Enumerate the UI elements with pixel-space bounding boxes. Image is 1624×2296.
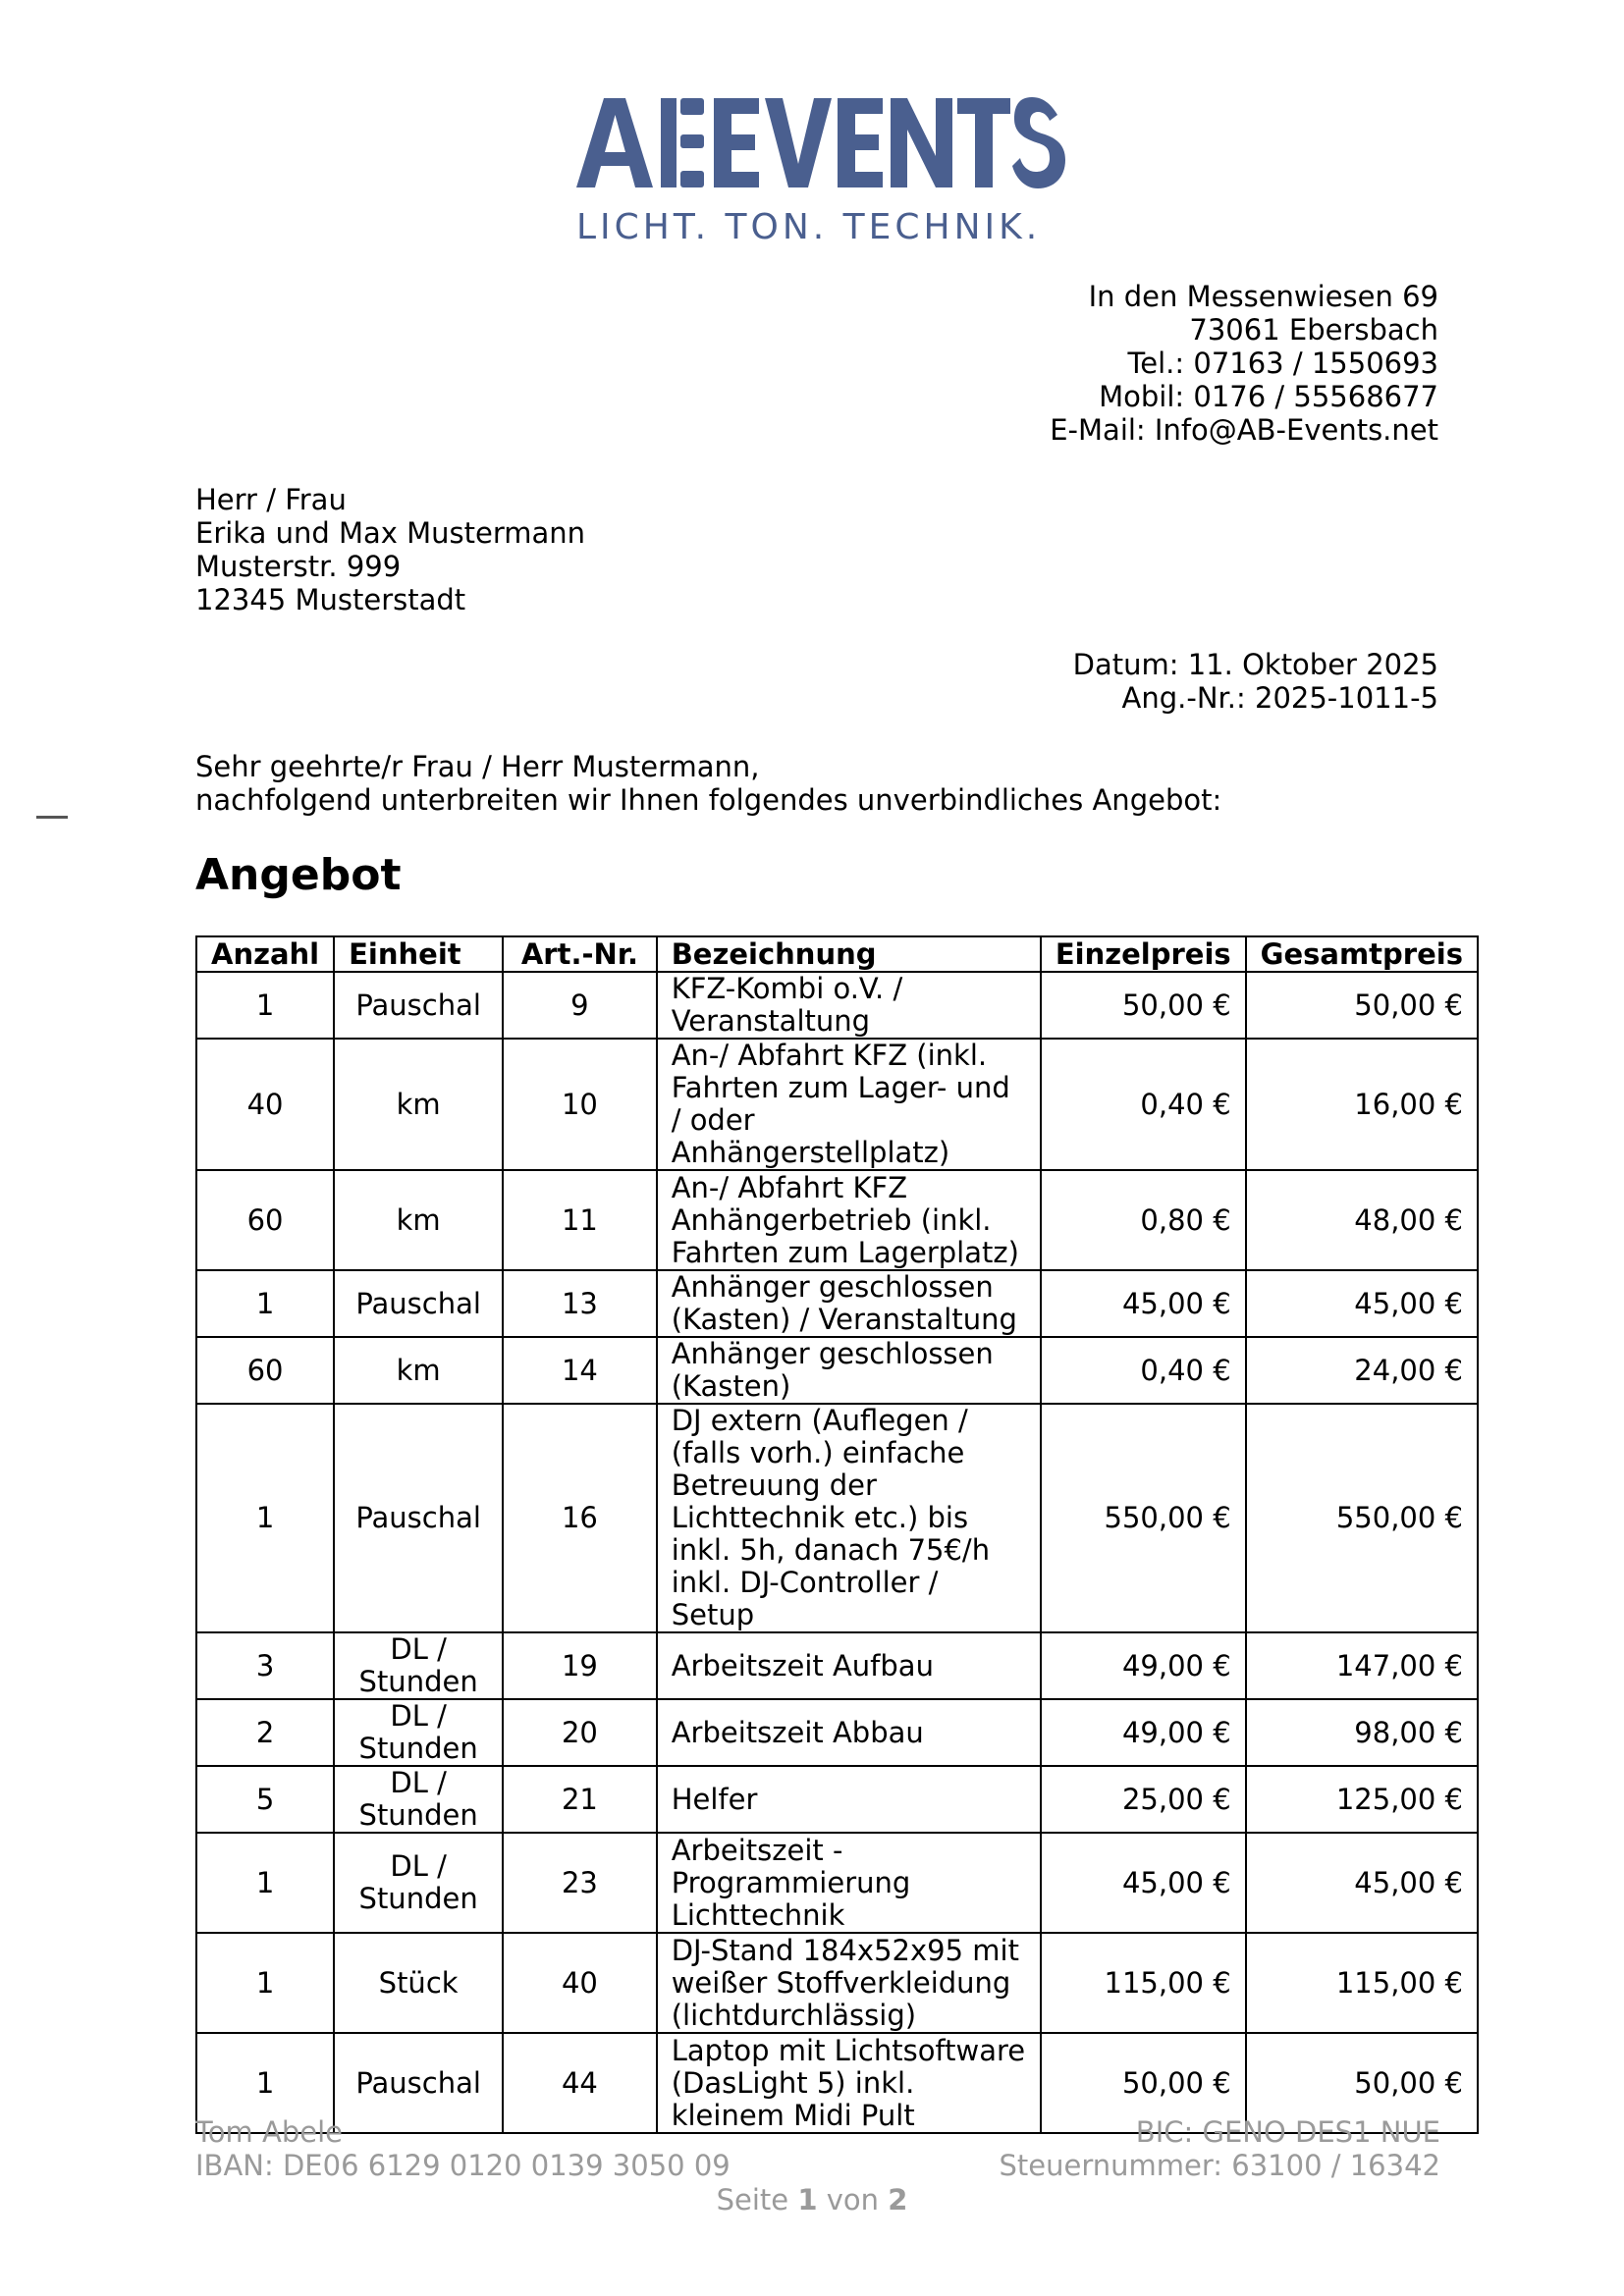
table-row bbox=[196, 1933, 1478, 2033]
document-meta bbox=[1073, 648, 1438, 715]
cell-qty: 1 bbox=[196, 1833, 334, 1933]
cell-qty: 1 bbox=[196, 972, 334, 1039]
sender-phone: Tel.: 07163 / 1550693 bbox=[1127, 347, 1438, 380]
page-number bbox=[0, 2183, 1624, 2216]
cell-unit-price: 45,00 € bbox=[1041, 1270, 1246, 1337]
header-unit-price: Einzelpreis bbox=[1041, 936, 1246, 972]
recipient-salutation: Herr / Frau bbox=[195, 483, 347, 516]
cell-qty: 60 bbox=[196, 1337, 334, 1404]
cell-unit-price: 25,00 € bbox=[1041, 1766, 1246, 1833]
cell-description: Arbeitszeit - Programmierung Lichttechnik bbox=[657, 1833, 1041, 1933]
cell-unit-price: 115,00 € bbox=[1041, 1933, 1246, 2033]
table-row bbox=[196, 1833, 1478, 1933]
cell-unit: Pauschal bbox=[334, 1404, 503, 1632]
header-total-price: Gesamtpreis bbox=[1246, 936, 1478, 972]
table-row bbox=[196, 1170, 1478, 1270]
page-total: 2 bbox=[888, 2183, 908, 2216]
cell-unit-price: 0,80 € bbox=[1041, 1170, 1246, 1270]
cell-total-price: 125,00 € bbox=[1246, 1766, 1478, 1833]
cell-unit-price: 550,00 € bbox=[1041, 1404, 1246, 1632]
cell-art-no: 13 bbox=[503, 1270, 657, 1337]
recipient-address bbox=[195, 483, 585, 616]
footer-tax-number: Steuernummer: 63100 / 16342 bbox=[999, 2149, 1440, 2182]
offer-number: Ang.-Nr.: 2025-1011-5 bbox=[1121, 681, 1438, 715]
company-logo bbox=[574, 93, 1065, 250]
cell-art-no: 23 bbox=[503, 1833, 657, 1933]
page-prefix: Seite bbox=[716, 2183, 789, 2216]
page-current: 1 bbox=[797, 2183, 818, 2216]
cell-unit: DL / Stunden bbox=[334, 1699, 503, 1766]
cell-unit: km bbox=[334, 1039, 503, 1170]
sender-mobile: Mobil: 0176 / 55568677 bbox=[1099, 380, 1438, 413]
logo-graphic bbox=[574, 93, 1065, 250]
recipient-name: Erika und Max Mustermann bbox=[195, 516, 586, 550]
sender-email: E-Mail: Info@AB-Events.net bbox=[1050, 413, 1438, 447]
cell-description: KFZ-Kombi o.V. / Veranstaltung bbox=[657, 972, 1041, 1039]
cell-total-price: 147,00 € bbox=[1246, 1632, 1478, 1699]
cell-qty: 2 bbox=[196, 1699, 334, 1766]
cell-unit-price: 49,00 € bbox=[1041, 1699, 1246, 1766]
footer-bic: BIC: GENO DES1 NUE bbox=[1135, 2115, 1440, 2149]
table-header-row bbox=[196, 936, 1478, 972]
table-row bbox=[196, 1337, 1478, 1404]
cell-total-price: 48,00 € bbox=[1246, 1170, 1478, 1270]
cell-description: Anhänger geschlossen (Kasten) / Veranstaltung bbox=[657, 1270, 1041, 1337]
cell-total-price: 45,00 € bbox=[1246, 1270, 1478, 1337]
recipient-street: Musterstr. 999 bbox=[195, 550, 402, 583]
cell-qty: 1 bbox=[196, 1404, 334, 1632]
table-row bbox=[196, 1766, 1478, 1833]
cell-qty: 40 bbox=[196, 1039, 334, 1170]
cell-art-no: 40 bbox=[503, 1933, 657, 2033]
cell-total-price: 16,00 € bbox=[1246, 1039, 1478, 1170]
cell-total-price: 50,00 € bbox=[1246, 972, 1478, 1039]
cell-total-price: 24,00 € bbox=[1246, 1337, 1478, 1404]
cell-total-price: 45,00 € bbox=[1246, 1833, 1478, 1933]
cell-art-no: 14 bbox=[503, 1337, 657, 1404]
cell-description: Laptop mit Lichtsoftware (DasLight 5) inkl. kleinem Midi Pult bbox=[657, 2033, 1041, 2133]
header-art-no: Art.-Nr. bbox=[503, 936, 657, 972]
footer-left bbox=[195, 2115, 731, 2182]
cell-description: An-/ Abfahrt KFZ Anhängerbetrieb (inkl. Fahrten zum Lagerplatz) bbox=[657, 1170, 1041, 1270]
cell-unit: Stück bbox=[334, 1933, 503, 2033]
cell-qty: 60 bbox=[196, 1170, 334, 1270]
cell-unit: Pauschal bbox=[334, 1270, 503, 1337]
cell-unit-price: 49,00 € bbox=[1041, 1632, 1246, 1699]
table-row bbox=[196, 1404, 1478, 1632]
cell-art-no: 44 bbox=[503, 2033, 657, 2133]
table-row bbox=[196, 1039, 1478, 1170]
cell-qty: 3 bbox=[196, 1632, 334, 1699]
cell-description: Anhänger geschlossen (Kasten) bbox=[657, 1337, 1041, 1404]
sender-city: 73061 Ebersbach bbox=[1189, 313, 1438, 347]
cell-description: Arbeitszeit Aufbau bbox=[657, 1632, 1041, 1699]
cell-unit: Pauschal bbox=[334, 972, 503, 1039]
page-separator: von bbox=[826, 2183, 880, 2216]
cell-description: An-/ Abfahrt KFZ (inkl. Fahrten zum Lager- und / oder Anhängerstellplatz) bbox=[657, 1039, 1041, 1170]
table-row bbox=[196, 1699, 1478, 1766]
cell-unit: DL / Stunden bbox=[334, 1632, 503, 1699]
cell-unit-price: 45,00 € bbox=[1041, 1833, 1246, 1933]
cell-unit: DL / Stunden bbox=[334, 1833, 503, 1933]
cell-unit-price: 0,40 € bbox=[1041, 1337, 1246, 1404]
header-description: Bezeichnung bbox=[657, 936, 1041, 972]
table-row bbox=[196, 1270, 1478, 1337]
table-row bbox=[196, 1632, 1478, 1699]
footer-owner: Tom Abele bbox=[195, 2115, 343, 2149]
cell-qty: 1 bbox=[196, 1933, 334, 2033]
intro-text bbox=[195, 750, 1221, 817]
sender-street: In den Messenwiesen 69 bbox=[1088, 280, 1438, 313]
table-row bbox=[196, 972, 1478, 1039]
cell-total-price: 98,00 € bbox=[1246, 1699, 1478, 1766]
sender-address bbox=[1050, 280, 1438, 447]
cell-art-no: 16 bbox=[503, 1404, 657, 1632]
cell-art-no: 11 bbox=[503, 1170, 657, 1270]
header-unit: Einheit bbox=[334, 936, 503, 972]
header-qty: Anzahl bbox=[196, 936, 334, 972]
footer-iban: IBAN: DE06 6129 0120 0139 3050 09 bbox=[195, 2149, 731, 2182]
cell-unit: km bbox=[334, 1337, 503, 1404]
cell-art-no: 21 bbox=[503, 1766, 657, 1833]
document-date: Datum: 11. Oktober 2025 bbox=[1072, 648, 1438, 681]
offer-table bbox=[195, 935, 1479, 2134]
fold-mark bbox=[36, 816, 68, 819]
cell-unit: DL / Stunden bbox=[334, 1766, 503, 1833]
cell-unit-price: 50,00 € bbox=[1041, 2033, 1246, 2133]
cell-qty: 1 bbox=[196, 1270, 334, 1337]
cell-art-no: 20 bbox=[503, 1699, 657, 1766]
cell-description: DJ-Stand 184x52x95 mit weißer Stoffverkleidung (lichtdurchlässig) bbox=[657, 1933, 1041, 2033]
recipient-city: 12345 Musterstadt bbox=[195, 583, 466, 616]
cell-qty: 1 bbox=[196, 2033, 334, 2133]
cell-total-price: 550,00 € bbox=[1246, 1404, 1478, 1632]
cell-art-no: 19 bbox=[503, 1632, 657, 1699]
greeting: Sehr geehrte/r Frau / Herr Mustermann, bbox=[195, 750, 760, 783]
cell-unit: km bbox=[334, 1170, 503, 1270]
cell-description: DJ extern (Auflegen / (falls vorh.) einfache Betreuung der Lichttechnik etc.) bis inkl. 5h, danach 75€/h inkl. DJ-Controller / Setup bbox=[657, 1404, 1041, 1632]
cell-unit-price: 0,40 € bbox=[1041, 1039, 1246, 1170]
cell-art-no: 9 bbox=[503, 972, 657, 1039]
cell-total-price: 50,00 € bbox=[1246, 2033, 1478, 2133]
cell-total-price: 115,00 € bbox=[1246, 1933, 1478, 2033]
cell-qty: 5 bbox=[196, 1766, 334, 1833]
cell-art-no: 10 bbox=[503, 1039, 657, 1170]
footer-right bbox=[1000, 2115, 1440, 2182]
document-title: Angebot bbox=[195, 850, 402, 900]
cell-description: Arbeitszeit Abbau bbox=[657, 1699, 1041, 1766]
cell-unit-price: 50,00 € bbox=[1041, 972, 1246, 1039]
intro-sentence: nachfolgend unterbreiten wir Ihnen folgendes unverbindliches Angebot: bbox=[195, 783, 1222, 817]
logo-tagline: LICHT. TON. TECHNIK. bbox=[576, 207, 1042, 247]
cell-unit: Pauschal bbox=[334, 2033, 503, 2133]
cell-description: Helfer bbox=[657, 1766, 1041, 1833]
